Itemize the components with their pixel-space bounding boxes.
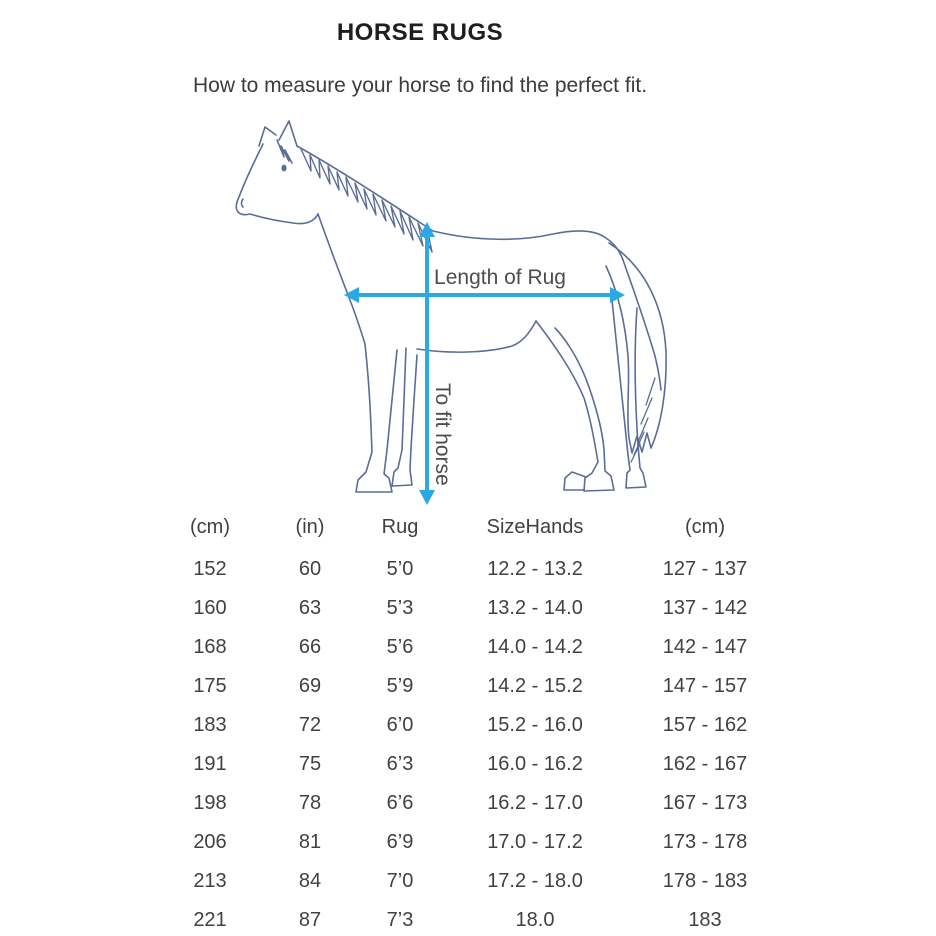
cell: 6’0 (386, 714, 414, 736)
page-subtitle: How to measure your horse to find the perfect fit. (192, 74, 648, 97)
cell: 14.2 - 15.2 (487, 675, 583, 697)
cell: 18.0 (515, 909, 555, 931)
length-arrow-head-left-icon (344, 287, 359, 303)
cell: 213 (193, 870, 227, 892)
horse-forelock (277, 140, 292, 163)
cell: 152 (193, 558, 227, 580)
cell: 183 (193, 714, 227, 736)
cell: 206 (193, 831, 227, 853)
cell: 198 (193, 792, 227, 814)
to-fit-horse-arrow (419, 222, 435, 505)
cell: 160 (193, 597, 227, 619)
cell: 17.0 - 17.2 (487, 831, 583, 853)
cell: 63 (298, 597, 322, 619)
cell: 6’3 (386, 753, 414, 775)
cell: 13.2 - 14.0 (487, 597, 583, 619)
cell: 6’9 (386, 831, 414, 853)
horse-rump-line (623, 260, 661, 390)
length-of-rug-label: Length of Rug (434, 266, 566, 289)
horse-front-leg-near (356, 344, 397, 492)
horse-eye (281, 165, 286, 172)
horse-hind-leg-near (536, 321, 614, 491)
cell: 5’3 (386, 597, 414, 619)
table-row (150, 862, 790, 901)
cell: 15.2 - 16.0 (487, 714, 583, 736)
cell: 221 (193, 909, 227, 931)
table-row (150, 589, 790, 628)
horse-belly (417, 321, 536, 352)
horse-face (236, 144, 318, 224)
cell: 16.0 - 16.2 (487, 753, 583, 775)
cell: 127 - 137 (662, 558, 748, 580)
cell: 178 - 183 (662, 870, 748, 892)
horse-nostril (242, 199, 244, 207)
header-sizehands: SizeHands (486, 515, 584, 538)
table-row (150, 628, 790, 667)
cell: 66 (298, 636, 322, 658)
cell: 5’0 (386, 558, 414, 580)
cell: 7’0 (386, 870, 414, 892)
horse-tail (606, 243, 666, 453)
table-row (150, 706, 790, 745)
cell: 5’9 (386, 675, 414, 697)
cell: 173 - 178 (662, 831, 748, 853)
horse-tail-hatching (631, 378, 655, 462)
table-row (150, 667, 790, 706)
table-row (150, 784, 790, 823)
cell: 147 - 157 (662, 675, 748, 697)
cell: 87 (298, 909, 322, 931)
cell: 75 (298, 753, 322, 775)
table-header-row (150, 504, 790, 550)
horse-outline-illustration (236, 121, 666, 492)
cell: 6’6 (386, 792, 414, 814)
cell: 183 (688, 909, 722, 931)
header-rug: Rug (381, 515, 419, 538)
horse-mane (301, 149, 432, 252)
size-table (150, 504, 790, 936)
cell: 60 (298, 558, 322, 580)
cell: 168 (193, 636, 227, 658)
cell: 5’6 (386, 636, 414, 658)
cell: 17.2 - 18.0 (487, 870, 583, 892)
header-cm-height: (cm) (685, 515, 725, 538)
cell: 72 (298, 714, 322, 736)
horse-hind-leg-far (612, 300, 646, 488)
header-cm-fit: (cm) (190, 515, 230, 538)
cell: 191 (193, 753, 227, 775)
table-row (150, 745, 790, 784)
cell: 167 - 173 (662, 792, 748, 814)
horse-hind-hoof-far (564, 472, 586, 490)
to-fit-horse-label: To fit horse (431, 383, 454, 486)
header-in: (in) (295, 515, 325, 538)
cell: 162 - 167 (662, 753, 748, 775)
cell: 12.2 - 13.2 (487, 558, 583, 580)
horse-neck-front (318, 214, 365, 344)
cell: 137 - 142 (662, 597, 748, 619)
size-table-container (150, 504, 790, 936)
cell: 14.0 - 14.2 (487, 636, 583, 658)
horse-front-leg-far (392, 348, 417, 486)
fit-arrow-head-bottom-icon (419, 490, 435, 505)
table-row (150, 901, 790, 936)
horse-back-line (297, 146, 623, 260)
cell: 7’3 (386, 909, 414, 931)
horse-ear-front (279, 121, 297, 146)
cell: 78 (298, 792, 322, 814)
table-row (150, 823, 790, 862)
fit-arrow-head-top-icon (419, 222, 435, 237)
cell: 157 - 162 (662, 714, 748, 736)
cell: 81 (298, 831, 322, 853)
table-row (150, 550, 790, 589)
cell: 142 - 147 (662, 636, 748, 658)
horse-ear-back (259, 127, 276, 146)
page-title: HORSE RUGS (336, 19, 504, 46)
cell: 84 (298, 870, 322, 892)
cell: 175 (193, 675, 227, 697)
length-arrow-head-right-icon (610, 287, 625, 303)
length-of-rug-arrow (344, 287, 625, 303)
cell: 16.2 - 17.0 (487, 792, 583, 814)
cell: 69 (298, 675, 322, 697)
